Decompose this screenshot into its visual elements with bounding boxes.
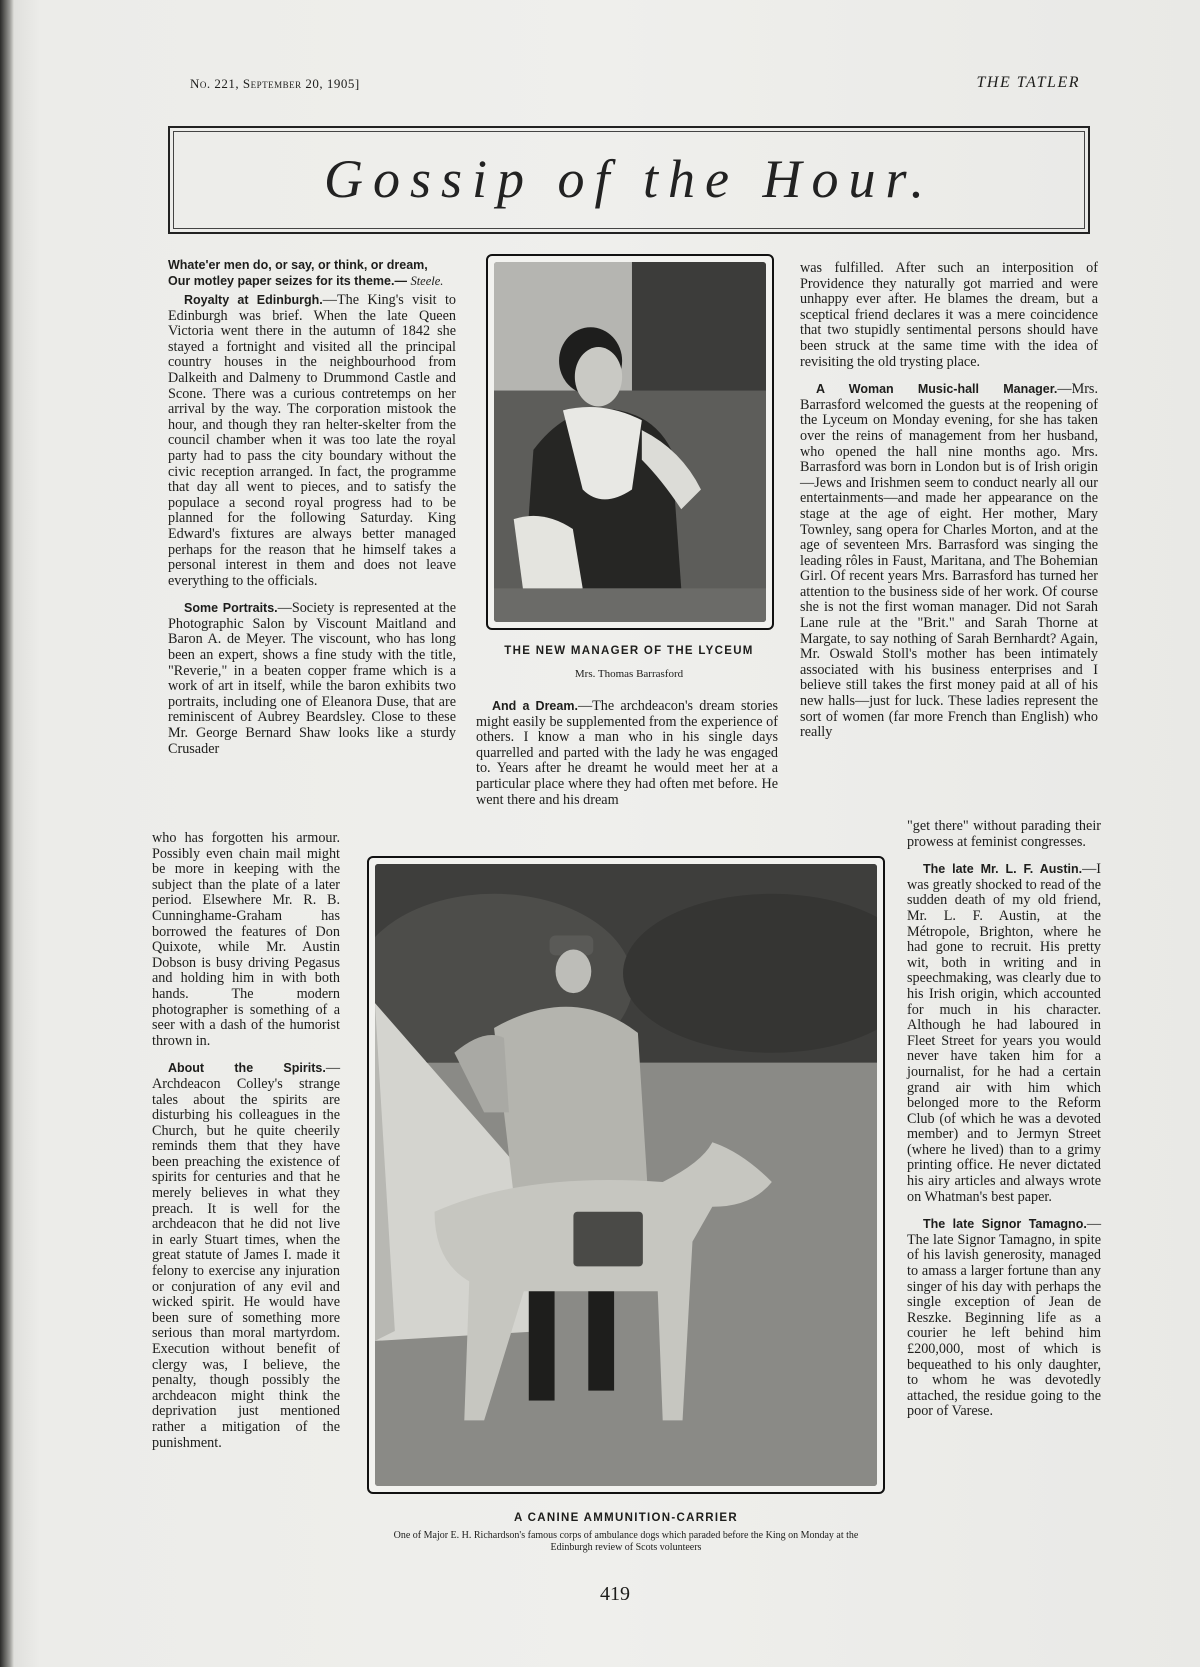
paragraph-heading: About the Spirits. bbox=[168, 1061, 326, 1076]
paragraph-dream-continued: was fulfilled. After such an interposition of Providence they naturally got married and were unhappy ever after. He blames the dream, but a sceptical friend declares it was a mere coincidence that two stupidly sentimental persons should have been struck at the same time with the idea of revisiting the old trysting place. bbox=[800, 260, 1098, 370]
paragraph-heading: The late Mr. L. F. Austin. bbox=[923, 862, 1083, 877]
paragraph-text: —The archdeacon's dream stories might easily be supplemented from the experience of others. I know a man who in his single days quarrelled and parted with the lady he was engaged to. Years after he dreamt he would meet her at a particular place where they had often met before. He went there and his dream bbox=[476, 698, 778, 808]
paragraph-text: —The King's visit to Edinburgh was brief. When the late Queen Victoria went there in the autumn of 1842 she stayed a fortnight and visited all the principal country houses in the neighbourhood from Dalkeith and Dalmeny to Drummond Castle and Scone. There was a curious contretemps on her arrival by the way. The corporation mistook the hour, and though they ran helter-skelter from the council chamber when it was too late the royal party had to pass the city boundary without the civic reception arranged. In fact, the programme that day all went to pieces, and to satisfy the populace a second royal progress had to be planned for the following Saturday. King Edward's fixtures are always better managed perhaps for the reason that he himself takes a personal interest in them and does not leave everything to the officials. bbox=[168, 292, 456, 589]
paragraph-spirits bbox=[152, 1061, 340, 1451]
paragraph-heading: The late Signor Tamagno. bbox=[923, 1217, 1087, 1232]
dog-photo-frame bbox=[367, 856, 885, 1494]
paragraph-portraits bbox=[168, 601, 456, 757]
page-spine-shadow bbox=[0, 0, 14, 1667]
paragraph-royalty bbox=[168, 293, 456, 589]
paragraph-text: —I was greatly shocked to read of the sudden death of my old friend, Mr. L. F. Austin, at the Métropole, Brighton, where he had gone to recruit. His pretty wit, both in writing and in speechmaking, was clearly due to his Irish origin, which accounted for much in his character. Although he had laboured in Fleet Street for years you would never have taken him for a journalist, for he had a certain grand air with him which belonged more to the Reform Club (of which he was a devoted member) and to Jermyn Street (where he lived) than to a grimy printing office. He never dictated his airy articles and always wrote on Whatman's best paper. bbox=[907, 861, 1101, 1205]
dog-caption: A CANINE AMMUNITION-CARRIER bbox=[514, 1512, 738, 1524]
dog-photo-image bbox=[375, 864, 877, 1486]
paragraph-portraits-continued: who has forgotten his armour. Possibly even chain mail might be more in keeping with the subject than the plate of a later period. Elsewhere Mr. R. B. Cunninghame-Graham has borrowed the features of Don Quixote, while Mr. Austin Dobson is busy driving Pegasus and holding him in with both hands. The modern photographer is something of a seer with a dash of the humorist thrown in. bbox=[152, 830, 340, 1049]
magazine-name: THE TATLER bbox=[976, 74, 1080, 91]
column-right-narrow bbox=[907, 819, 1101, 1432]
paragraph-heading: A Woman Music-hall Manager. bbox=[816, 382, 1058, 397]
column-left bbox=[168, 257, 456, 757]
paragraph-text: —Society is represented at the Photographic Salon by Viscount Maitland and Baron A. de Meyer. The viscount, who has long been an expert, shows a fine study with the title, "Reverie," in a beaten copper frame which is a work of art in itself, while the baron exhibits two portraits, including one of Eleanora Duse, that are reminiscent of Aubrey Beardsley. Close to these Mr. George Bernard Shaw looks like a sturdy Crusader bbox=[168, 600, 456, 757]
portrait-photo-image bbox=[494, 262, 766, 622]
portrait-subcaption: Mrs. Thomas Barrasford bbox=[574, 668, 684, 680]
epigraph-line-1: Whate'er men do, or say, or think, or dream, bbox=[168, 258, 428, 272]
epigraph-line-2: Our motley paper seizes for its theme.— bbox=[168, 274, 407, 288]
paragraph-text: —Archdeacon Colley's strange tales about the spirits are disturbing his colleagues in the Church, but he quite cheerily reminds them that they have been preaching the existence of spirits for centuries and that he merely believes in what they preach. It is well for the archdeacon that he did not live in early Stuart times, when the great statute of James I. made it felony to exercise any injuration or conjuration of any evil and wicked spirit. He would have been sure of something more serious than moral martyrdom. Execution without benefit of clergy was, I believe, the penalty, though possibly the archdeacon might think the deprivation just mentioned rather a mitigation of the punishment. bbox=[152, 1060, 340, 1451]
paragraph-heading: Some Portraits. bbox=[184, 601, 278, 616]
paragraph-dream bbox=[476, 699, 778, 808]
page-number: 419 bbox=[600, 1583, 630, 1605]
page-title: Gossip of the Hour. bbox=[323, 149, 935, 209]
dog-subcaption: One of Major E. H. Richardson's famous corps of ambulance dogs which paraded before the King on Monday at the Edinburgh review of Scots volunteers bbox=[393, 1530, 859, 1553]
paragraph-music-hall-continued: "get there" without parading their prowess at feminist congresses. bbox=[907, 818, 1101, 850]
portrait-caption: THE NEW MANAGER OF THE LYCEUM bbox=[504, 645, 754, 657]
epigraph bbox=[168, 257, 456, 289]
dog-photo bbox=[375, 864, 877, 1486]
issue-header: No. 221, September 20, 1905] bbox=[190, 76, 360, 91]
paragraph-text: —The late Signor Tamagno, in spite of his lavish generosity, managed to amass a larger fortune than any singer of his day with perhaps the single exception of Jean de Reszke. Beginning life as a courier he left behind him £200,000, most of which is bequeathed to his only daughter, to whom he was devotedly attached, the residue going to the poor of Varese. bbox=[907, 1216, 1101, 1420]
column-middle bbox=[476, 699, 778, 820]
paragraph-austin bbox=[907, 862, 1101, 1205]
paragraph-music-hall bbox=[800, 382, 1098, 741]
paragraph-tamagno bbox=[907, 1217, 1101, 1420]
title-box bbox=[168, 126, 1090, 234]
column-left-narrow bbox=[152, 831, 340, 1463]
epigraph-source: Steele. bbox=[410, 274, 444, 288]
paragraph-text: —Mrs. Barrasford welcomed the guests at the reopening of the Lyceum on Monday evening, for she has taken over the reins of management from her husband, who opened the hall nine months ago. Mrs. Barrasford was born in London but is of Irish origin—Jews and Irishmen seem to conduct nearly all our entertainments—and made her appearance on the stage at the age of eight. Her mother, Mary Townley, sang opera for Charles Morton, and at the age of seventeen Mrs. Barrasford was singing the leading rôles in Faust, Maritana, and The Bohemian Girl. Of recent years Mrs. Barrasford has turned her attention to the business side of her work. Of course she is not the first woman manager. Did not Sarah Lane rule at the "Brit." and Sarah Thorne at Margate, to say nothing of Sarah Bernhardt? Again, Mr. Oswald Stoll's mother has been intimately associated with his business enterprises and I believe still takes the first money paid at all of his new halls—just for luck. These ladies represent the sort of women (far more French than English) who really bbox=[800, 381, 1098, 741]
paragraph-heading: And a Dream. bbox=[492, 699, 578, 713]
portrait-photo-frame bbox=[486, 254, 774, 630]
paragraph-heading: Royalty at Edinburgh. bbox=[184, 293, 323, 307]
column-right bbox=[800, 261, 1098, 741]
portrait-photo bbox=[494, 262, 766, 622]
